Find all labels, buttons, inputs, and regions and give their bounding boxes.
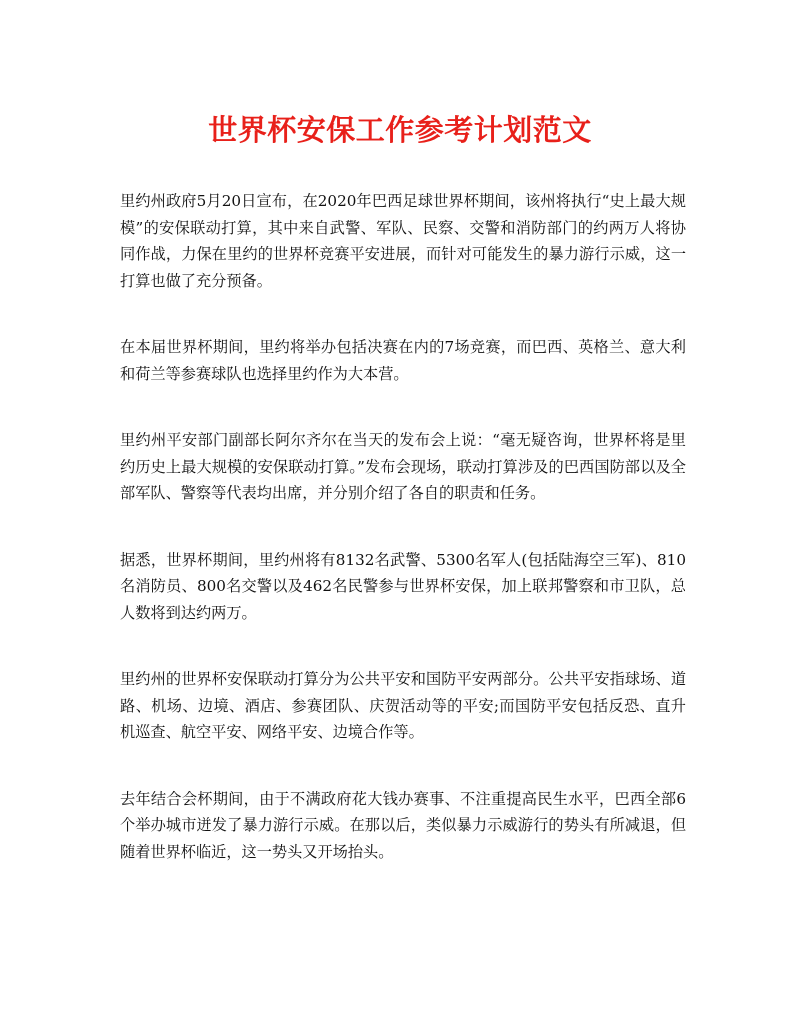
paragraph-1: 里约州政府5月20日宣布，在2020年巴西足球世界杯期间，该州将执行“史上最大规模”的安保联动打算，其中来自武警、军队、民察、交警和消防部门的约两万人将协同作战，力保在里约的世界杯竞赛平安进展，而针对可能发生的暴力游行示威，这一打算也做了充分预备。 xyxy=(120,192,686,290)
paragraph-6: 去年结合会杯期间，由于不满政府花大钱办赛事、不注重提高民生水平，巴西全部6个举办城市迸发了暴力游行示威。在那以后，类似暴力示威游行的势头有所减退，但随着世界杯临近，这一势头又开场抬头。 xyxy=(120,789,686,861)
paragraph-2: 在本届世界杯期间，里约将举办包括决赛在内的7场竞赛，而巴西、英格兰、意大利和荷兰等参赛球队也选择里约作为大本营。 xyxy=(120,338,686,383)
paragraph-4: 据悉，世界杯期间，里约州将有8132名武警、5300名军人(包括陆海空三军)、810名消防员、800名交警以及462名民警参与世界杯安保，加上联邦警察和市卫队，总人数将到达约两万。 xyxy=(120,550,686,622)
paragraph-3: 里约州平安部门副部长阿尔齐尔在当天的发布会上说：“毫无疑咨询，世界杯将是里约历史上最大规模的安保联动打算。”发布会现场，联动打算涉及的巴西国防部以及全部军队、警察等代表均出席，并分别介绍了各自的职责和任务。 xyxy=(120,431,686,502)
document-title: 世界杯安保工作参考计划范文 xyxy=(208,113,592,147)
paragraph-5: 里约州的世界杯安保联动打算分为公共平安和国防平安两部分。公共平安指球场、道路、机场、边境、酒店、参赛团队、庆贺活动等的平安;而国防平安包括反恐、直升机巡查、航空平安、网络平安、边境合作等。 xyxy=(120,670,686,741)
document-body xyxy=(120,188,686,905)
